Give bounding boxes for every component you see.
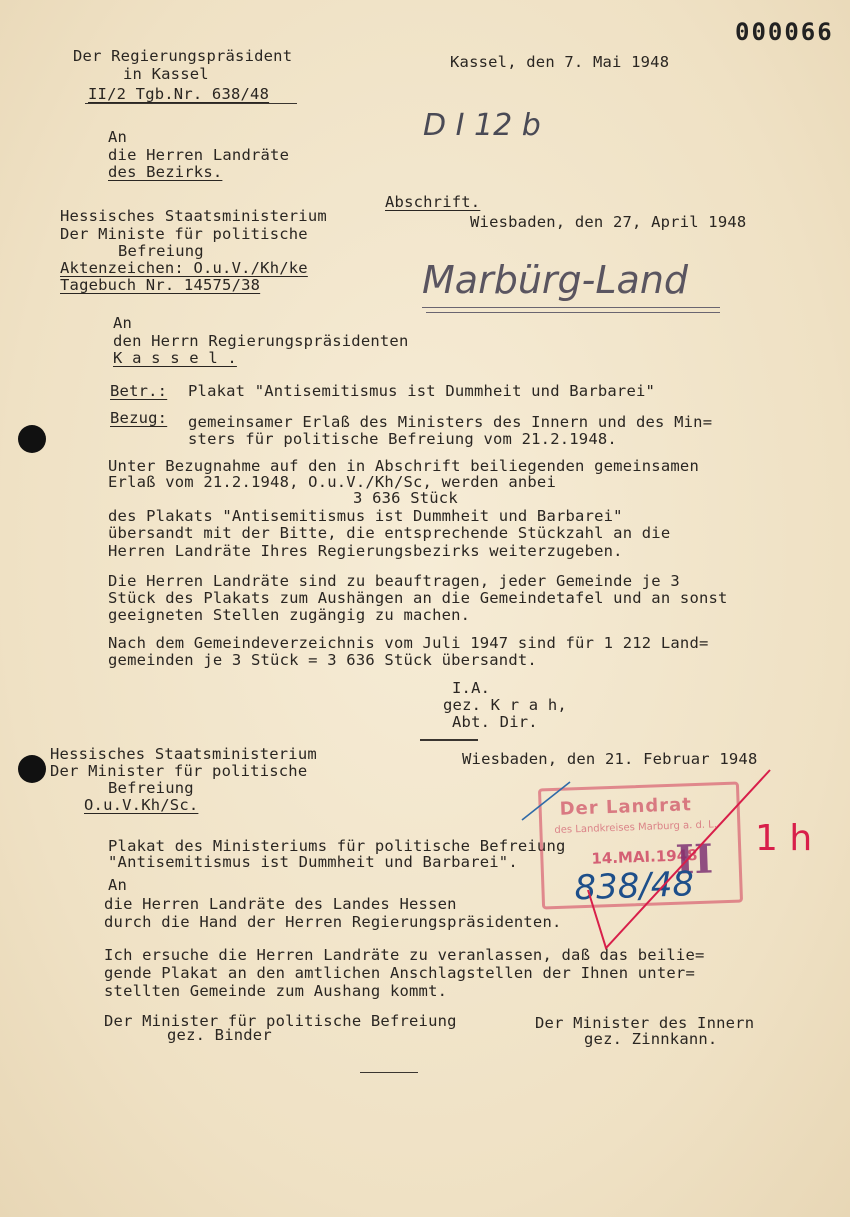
letter2-sender-line1: Hessisches Staatsministerium [60, 207, 327, 225]
letter2-file-ref: Aktenzeichen: O.u.V./Kh/ke [60, 259, 308, 277]
para2-line2: Stück des Plakats zum Aushängen an die Gemeindetafel und an sonst [108, 589, 728, 607]
reference-label: Bezug: [110, 409, 168, 427]
reference-line2: sters für politische Befreiung vom 21.2.1948. [188, 430, 617, 448]
subject-label: Betr.: [110, 382, 168, 400]
letter3-sign-left-line2: gez. Binder [167, 1026, 272, 1044]
letter3-sender-line1: Hessisches Staatsministerium [50, 745, 317, 763]
para2-line1: Die Herren Landräte sind zu beauftragen, jeder Gemeinde je 3 [108, 572, 680, 590]
letter1-recipient-line3: des Bezirks. [108, 163, 223, 181]
stamp-date: 14.MAI.1948 [591, 846, 698, 868]
letter1-recipient-line2: die Herren Landräte [108, 146, 290, 164]
stamp-title: Der Landrat [559, 794, 693, 820]
handwritten-reference: D I 12 b [423, 108, 541, 143]
letter3-subject-line1: Plakat des Ministeriums für politische Befreiung [108, 837, 566, 855]
letter3-recipient-line2: die Herren Landräte des Landes Hessen [104, 895, 457, 913]
letter1-recipient-line1: An [108, 128, 128, 146]
letter2-sign-line1: I.A. [452, 679, 491, 697]
letter2-recipient-line2: den Herrn Regierungspräsidenten [113, 332, 409, 350]
stamp-entry-number: 838/48 [573, 864, 695, 909]
letter3-body-line3: stellten Gemeinde zum Aushang kommt. [104, 982, 448, 1000]
letter3-body-line2: gende Plakat an den amtlichen Anschlagstellen der Ihnen unter= [104, 964, 695, 982]
letter3-recipient-line1: An [108, 876, 128, 894]
letter2-journal: Tagebuch Nr. 14575/38 [60, 276, 261, 294]
para3-line2: gemeinden je 3 Stück = 3 636 Stück übersandt. [108, 651, 537, 669]
subject-text: Plakat "Antisemitismus ist Dummheit und Barbarei" [188, 382, 656, 400]
letter3-sender-line2: Der Minister für politische [50, 762, 308, 780]
para1-line4: des Plakats "Antisemitismus ist Dummheit und Barbarei" [108, 507, 623, 525]
letter2-recipient-line3: K a s s e l . [113, 349, 237, 367]
letter3-file-ref: O.u.V.Kh/Sc. [84, 796, 199, 814]
letter2-recipient-line1: An [113, 314, 133, 332]
copy-label: Abschrift. [385, 193, 481, 211]
letter2-sign-line2: gez. K r a h, [443, 696, 567, 714]
letter1-sender-line1: Der Regierungspräsident [73, 47, 293, 65]
letter1-place-date: Kassel, den 7. Mai 1948 [450, 53, 670, 71]
para1-line6: Herren Landräte Ihres Regierungsbezirks weiterzugeben. [108, 542, 623, 560]
letter3-sender-line3: Befreiung [108, 779, 194, 797]
letter3-sign-right-line1: Der Minister des Innern [535, 1014, 755, 1032]
para1-line5: übersandt mit der Bitte, die entsprechende Stückzahl an die [108, 524, 671, 542]
para3-line1: Nach dem Gemeindeverzeichnis vom Juli 1947 sind für 1 212 Land= [108, 634, 709, 652]
letter3-subject-line2: "Antisemitismus ist Dummheit und Barbarei". [108, 853, 518, 871]
stamp-roman-numeral: II [674, 835, 714, 884]
document-number: 000066 [735, 18, 834, 46]
letter1-sender-line2: in Kassel [123, 65, 209, 83]
para1-line3: 3 636 Stück [353, 489, 458, 507]
stamp-subtitle: des Landkreises Marburg a. d. L. [554, 819, 718, 836]
letter3-body-line1: Ich ersuche die Herren Landräte zu veranlassen, daß das beilie= [104, 946, 705, 964]
letter2-place-date: Wiesbaden, den 27, April 1948 [470, 213, 747, 231]
para1-line2: Erlaß vom 21.2.1948, O.u.V./Kh/Sc, werden anbei [108, 473, 556, 491]
letter3-recipient-line3: durch die Hand der Herren Regierungspräsidenten. [104, 913, 562, 931]
margin-note: 1 h [755, 818, 813, 859]
para2-line3: geeigneten Stellen zugängig zu machen. [108, 606, 471, 624]
letter2-sender-line2: Der Ministe für politische [60, 225, 308, 243]
letter3-place-date: Wiesbaden, den 21. Februar 1948 [462, 750, 758, 768]
reference-line1: gemeinsamer Erlaß des Ministers des Innern und des Min= [188, 413, 713, 431]
blue-pencil-stroke [522, 782, 570, 820]
letter2-sender-line3: Befreiung [118, 242, 204, 260]
handwritten-district: Marbürg-Land [422, 258, 689, 302]
red-check-mark [588, 770, 770, 948]
para1-line1: Unter Bezugnahme auf den in Abschrift beiliegenden gemeinsamen [108, 457, 699, 475]
letter1-reference: II/2 Tgb.Nr. 638/48 [88, 85, 270, 103]
letter3-sign-right-line2: gez. Zinnkann. [584, 1030, 718, 1048]
letter2-sign-line3: Abt. Dir. [452, 713, 538, 731]
letter3-sign-left-line1: Der Minister für politische Befreiung [104, 1012, 457, 1030]
